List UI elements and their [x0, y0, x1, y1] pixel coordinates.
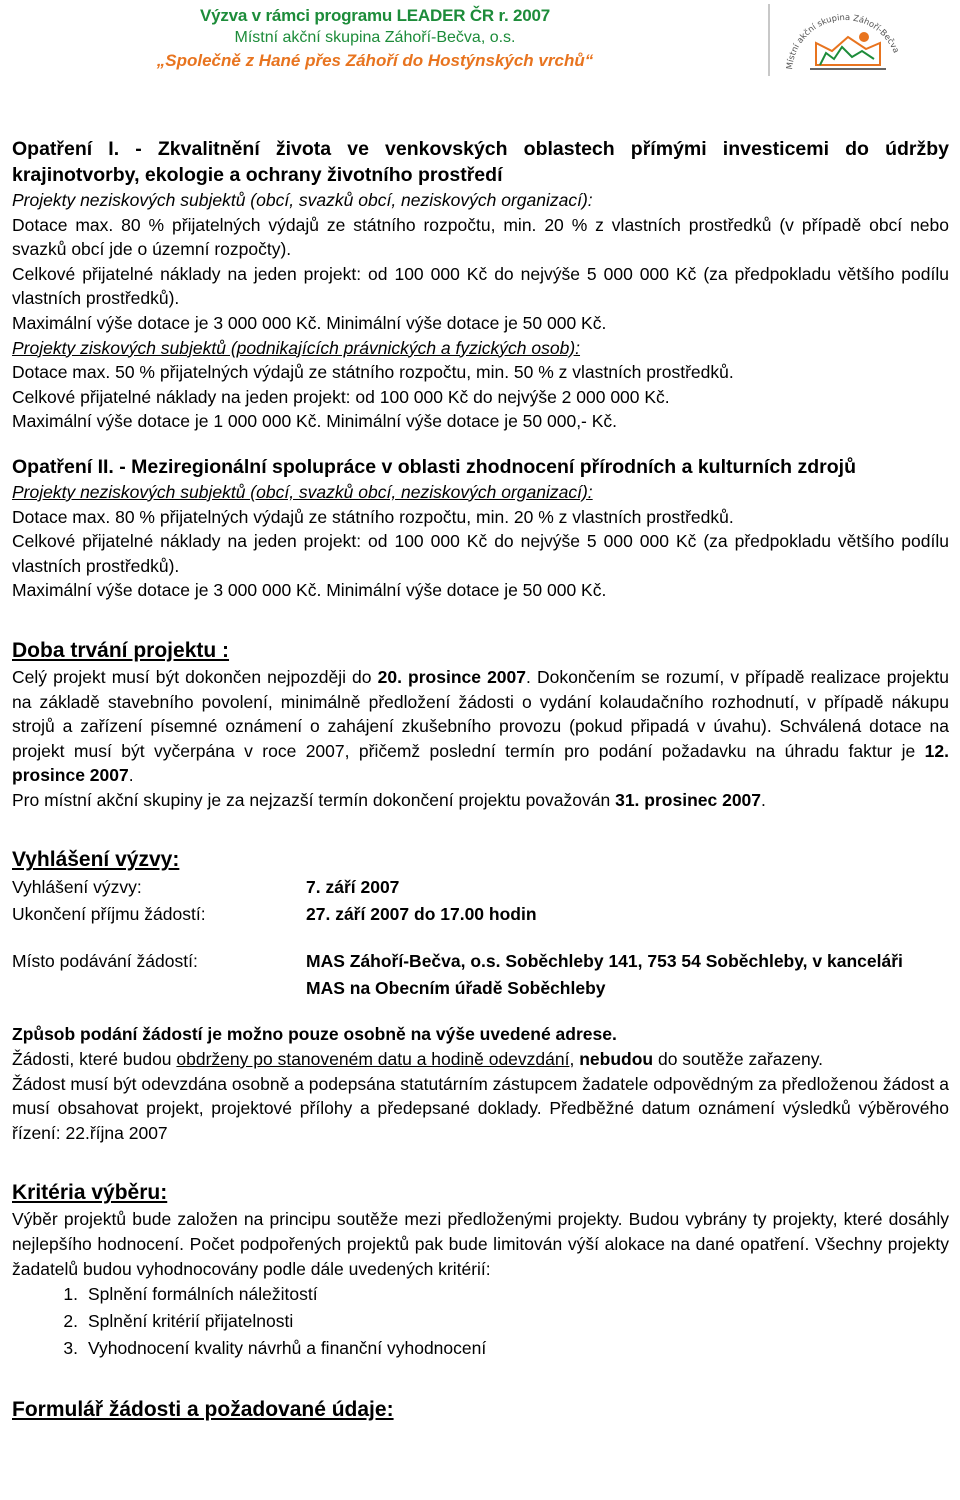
mas-logo	[770, 3, 920, 89]
spacer	[12, 434, 949, 454]
op2-dotace: Dotace max. 80 % přijatelných výdajů ze státního rozpočtu, min. 20 % z vlastních prostředků.	[12, 506, 734, 527]
op1-title: Opatření I. - Zkvalitnění života ve venkovských oblastech přímými investicemi do údržby krajinotvorby, ekologie a ochrany životního prostředí	[12, 138, 949, 186]
list-number: 1.	[63, 1284, 78, 1305]
info-label: Vyhlášení výzvy:	[12, 877, 142, 898]
spacer	[12, 1362, 949, 1396]
formular-heading: Formulář žádosti a požadované údaje:	[12, 1398, 394, 1422]
info-value	[306, 948, 903, 1002]
header-motto: „Společně z Hané přes Záhoří do Hostýnských vrchů“	[156, 51, 594, 70]
late-submission-note	[12, 1047, 949, 1072]
info-value: 7. září 2007	[306, 877, 400, 898]
deadline-date: 20. prosince 2007	[377, 666, 527, 687]
op2-maxmin: Maximální výše dotace je 3 000 000 Kč. Minimální výše dotace je 50 000 Kč.	[12, 580, 607, 601]
info-value: 27. září 2007 do 17.00 hodin	[306, 904, 537, 925]
info-row-announce	[12, 874, 949, 901]
spacer	[12, 1002, 949, 1022]
page-header	[0, 0, 960, 90]
text-run: obdrženy po stanoveném datu a hodině odevzdání	[176, 1049, 570, 1070]
kriteria-list	[12, 1281, 949, 1362]
text-run: ,	[569, 1049, 580, 1070]
text-run: Pro místní akční skupiny je za nejzazší termín dokončení projektu považován	[12, 789, 616, 810]
list-number: 2.	[63, 1311, 78, 1332]
info-row-end	[12, 901, 949, 928]
op1-maxmin-nonprofit: Maximální výše dotace je 3 000 000 Kč. Minimální výše dotace je 50 000 Kč.	[12, 312, 607, 333]
op1-naklady-nonprofit: Celkové přijatelné náklady na jeden projekt: od 100 000 Kč do nejvýše 5 000 000 Kč (za předpokladu většího podílu vlastních prostředků).	[12, 263, 949, 309]
spacer	[12, 928, 949, 948]
op1-naklady-profit: Celkové přijatelné náklady na jeden projekt: od 100 000 Kč do nejvýše 2 000 000 Kč.	[12, 386, 670, 407]
header-mas-name: Místní akční skupina Záhoří-Bečva, o.s.	[234, 29, 516, 46]
op1-subtitle-profit: Projekty ziskových subjektů (podnikajících právnických a fyzických osob):	[12, 337, 581, 358]
list-text: Splnění kritérií přijatelnosti	[88, 1311, 294, 1332]
submission-requirements: Žádost musí být odevzdána osobně a podepsána statutárním zástupcem žadatele odpovědným za předloženou žádost a musí obsahovat projekt, projektové přílohy a předepsané doklady. Předběžné datum oznámení výsledků výběrového řízení: 22.října 2007	[12, 1073, 949, 1143]
list-item	[12, 1335, 949, 1362]
kriteria-paragraph: Výběr projektů bude založen na principu soutěže mezi předloženými projekty. Budou vybrány ty projekty, které dosáhly nejlepšího hodnocení. Počet podpořených projektů pak bude limitován výší alokace na dané opatření. Všechny projekty žadatelů budou vyhodnocovány podle dále uvedených kritérií:	[12, 1209, 949, 1279]
spacer	[12, 1145, 949, 1179]
text-run: .	[128, 765, 134, 786]
spacer	[12, 812, 949, 846]
address-line: MAS na Obecním úřadě Soběchleby	[306, 978, 606, 999]
logo-text: Místní akční skupina Záhoří-Bečva	[784, 11, 902, 70]
list-number: 3.	[63, 1338, 78, 1359]
doba-paragraph-1	[12, 665, 949, 788]
mas-deadline-date: 31. prosinec 2007	[615, 789, 762, 810]
op2-naklady: Celkové přijatelné náklady na jeden projekt: od 100 000 Kč do nejvýše 5 000 000 Kč (za předpokladu většího podílu vlastních prostředků).	[12, 531, 949, 576]
text-run: do soutěže zařazeny.	[653, 1049, 824, 1070]
list-text: Vyhodnocení kvality návrhů a finanční vyhodnocení	[88, 1338, 487, 1359]
kriteria-heading: Kritéria výběru:	[12, 1181, 168, 1205]
op1-dotace-nonprofit: Dotace max. 80 % přijatelných výdajů ze státního rozpočtu, min. 20 % z vlastních prostředků (v případě obcí nebo svazků obcí jde o územní rozpočty).	[12, 214, 949, 260]
text-run: Celý projekt musí být dokončen nejpozději do	[12, 666, 378, 687]
invoice-deadline-date: 12. prosince 2007	[12, 740, 949, 786]
spacer	[12, 603, 949, 637]
text-run: nebudou	[579, 1049, 654, 1070]
text-run: .	[761, 789, 766, 810]
submission-method: Způsob podání žádostí je možno pouze osobně na výše uvedené adrese.	[12, 1024, 617, 1045]
op1-subtitle-nonprofit: Projekty neziskových subjektů (obcí, svazků obcí, neziskových organizací):	[12, 190, 593, 210]
header-program-title: Výzva v rámci programu LEADER ČR r. 2007	[199, 6, 551, 25]
op1-maxmin-profit: Maximální výše dotace je 1 000 000 Kč. Minimální výše dotace je 50 000,- Kč.	[12, 411, 618, 432]
info-row-place	[12, 948, 949, 1002]
text-run: Žádosti, které budou	[12, 1049, 177, 1070]
address-line: MAS Záhoří-Bečva, o.s. Soběchleby 141, 753 54 Soběchleby, v kanceláři	[306, 951, 903, 972]
op1-dotace-profit: Dotace max. 50 % přijatelných výdajů ze státního rozpočtu, min. 50 % z vlastních prostředků.	[12, 362, 734, 383]
document-body	[12, 136, 949, 1424]
doba-paragraph-2	[12, 788, 949, 813]
info-label: Ukončení příjmu žádostí:	[12, 904, 206, 925]
text-run: . Dokončením se rozumí, v případě realizace projektu na základě stavebního povolení, minimálně předložení žádosti o vydání kolaudačního rozhodnutí, v případě nákupu strojů a zařízení písemné oznámení o zahájení zkušebního provozu (pokud připadá v úvahu). Schválená dotace na projekt musí být vyčerpána v roce 2007, přičemž poslední termín pro podání požadavku na úhradu faktur je	[12, 666, 949, 761]
list-text: Splnění formálních náležitostí	[88, 1284, 318, 1305]
info-label: Místo podávání žádostí:	[12, 951, 198, 972]
list-item	[12, 1281, 949, 1308]
op2-title: Opatření II. - Meziregionální spolupráce v oblasti zhodnocení přírodních a kulturních zdrojů	[12, 455, 857, 478]
doba-heading: Doba trvání projektu :	[12, 638, 230, 662]
vyhlaseni-heading: Vyhlášení výzvy:	[12, 848, 180, 872]
op2-subtitle: Projekty neziskových subjektů (obcí, svazků obcí, neziskových organizací):	[12, 481, 593, 502]
list-item	[12, 1308, 949, 1335]
